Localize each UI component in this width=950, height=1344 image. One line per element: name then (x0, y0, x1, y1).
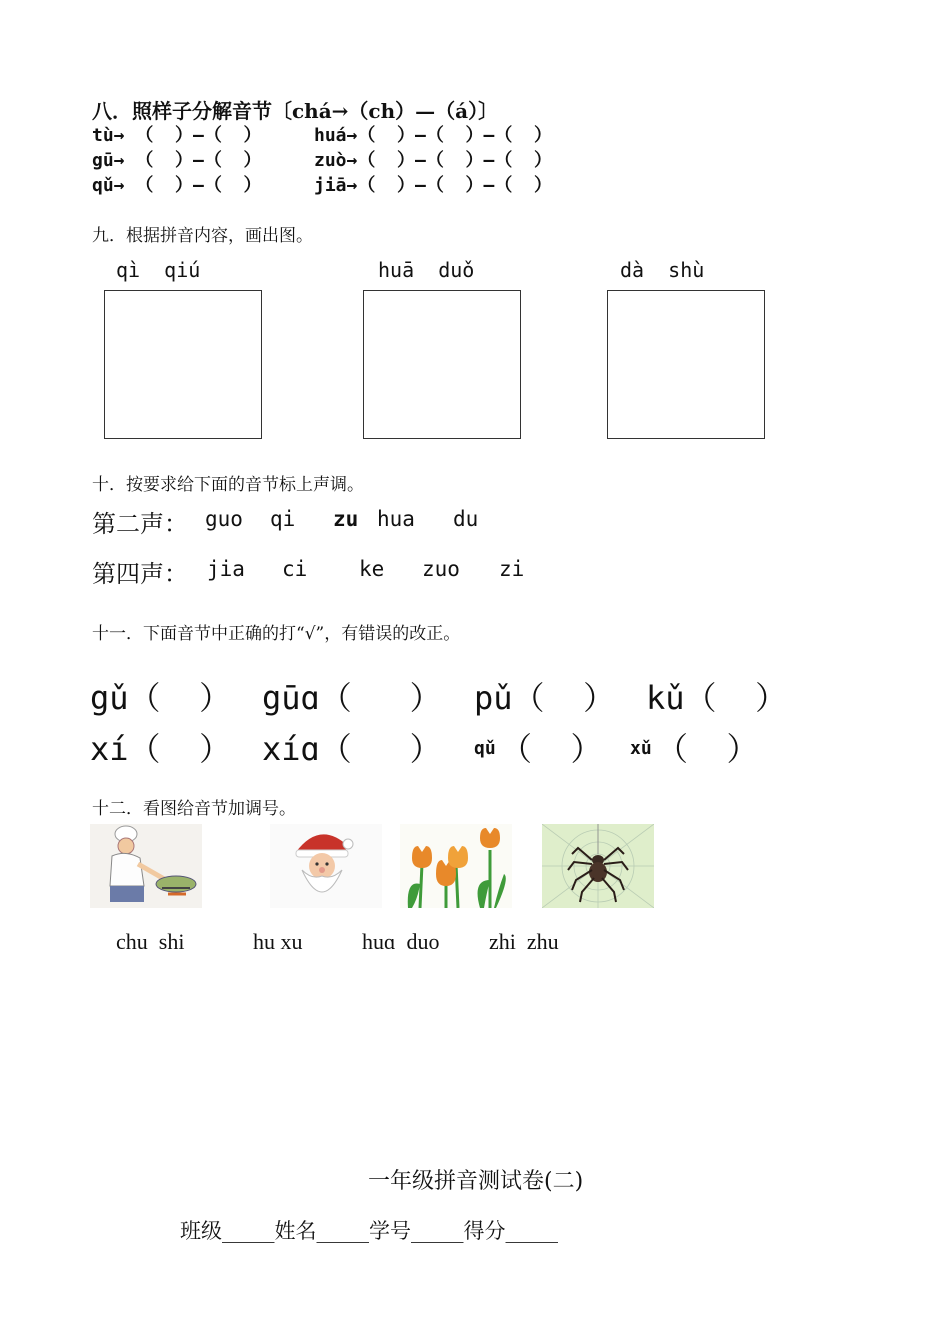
drawing-box-3[interactable] (607, 290, 765, 439)
tone-item: du (453, 507, 479, 531)
fourth-tone-label: 第四声： (92, 560, 188, 588)
section-12-title: 十二．看图给音节加调号。 (92, 799, 296, 819)
s8-row2-right: zuò→（ ）—（ ）—（ ） (314, 150, 553, 171)
check-item-qu-paren: （ ） (500, 730, 603, 768)
caption-chef: chu shi (116, 929, 185, 954)
s8-row3-right: jiā→（ ）—（ ）—（ ） (314, 175, 553, 196)
tone-item: zuo (422, 557, 460, 581)
tone-item: zu (333, 507, 359, 531)
spider-image (542, 824, 654, 908)
s8-row2-left: gū→ （ ）—（ ） (92, 150, 262, 171)
test-paper-title: 一年级拼音测试卷(二) (368, 1169, 584, 1194)
tone-item: zi (499, 557, 525, 581)
check-item-ku: kǔ（ ） (646, 679, 788, 717)
flowers-image (400, 824, 512, 908)
santa-beard-image (270, 824, 382, 908)
s9-label-tree: dà shù (620, 258, 705, 282)
s8-row1-left: tù→ （ ）—（ ） (92, 125, 262, 146)
check-item-pu: pǔ（ ） (474, 679, 616, 717)
tone-item: ci (282, 557, 308, 581)
s9-label-flower: huā duǒ (378, 258, 475, 282)
tone-item: hua (377, 507, 415, 531)
check-item-xi: xí（ ） (90, 730, 232, 768)
second-tone-label: 第二声： (92, 510, 188, 538)
chef-image (90, 824, 202, 908)
check-item-xu-paren: （ ） (656, 730, 759, 768)
caption-spider: zhi zhu (489, 929, 559, 954)
check-item-xia: xíɑ（ ） (262, 730, 442, 768)
caption-beard: hu xu (253, 929, 303, 954)
check-item-qu: qǔ (474, 738, 496, 759)
tone-item: guo (205, 507, 243, 531)
check-item-gu: gǔ（ ） (90, 679, 232, 717)
tone-item: ke (359, 557, 385, 581)
student-info-line: 班级_____姓名_____学号_____得分_____ (180, 1219, 558, 1243)
s8-row1-right: huá→（ ）—（ ）—（ ） (314, 125, 553, 146)
s9-label-balloon: qì qiú (116, 258, 201, 282)
drawing-box-2[interactable] (363, 290, 521, 439)
check-item-xu: xǔ (630, 738, 652, 759)
check-item-gua: gūɑ（ ） (262, 679, 442, 717)
tone-item: jia (207, 557, 245, 581)
section-8-title: 八．照样子分解音节〔chá→（ch）—（á）〕 (92, 99, 499, 123)
section-11-title: 十一．下面音节中正确的打“√”，有错误的改正。 (92, 624, 461, 644)
caption-flower: huɑ duo (362, 929, 440, 954)
section-9-title: 九．根据拼音内容，画出图。 (92, 226, 313, 246)
s8-row3-left: qǔ→ （ ）—（ ） (92, 175, 262, 196)
section-10-title: 十．按要求给下面的音节标上声调。 (92, 475, 364, 495)
tone-item: qi (270, 507, 296, 531)
drawing-box-1[interactable] (104, 290, 262, 439)
